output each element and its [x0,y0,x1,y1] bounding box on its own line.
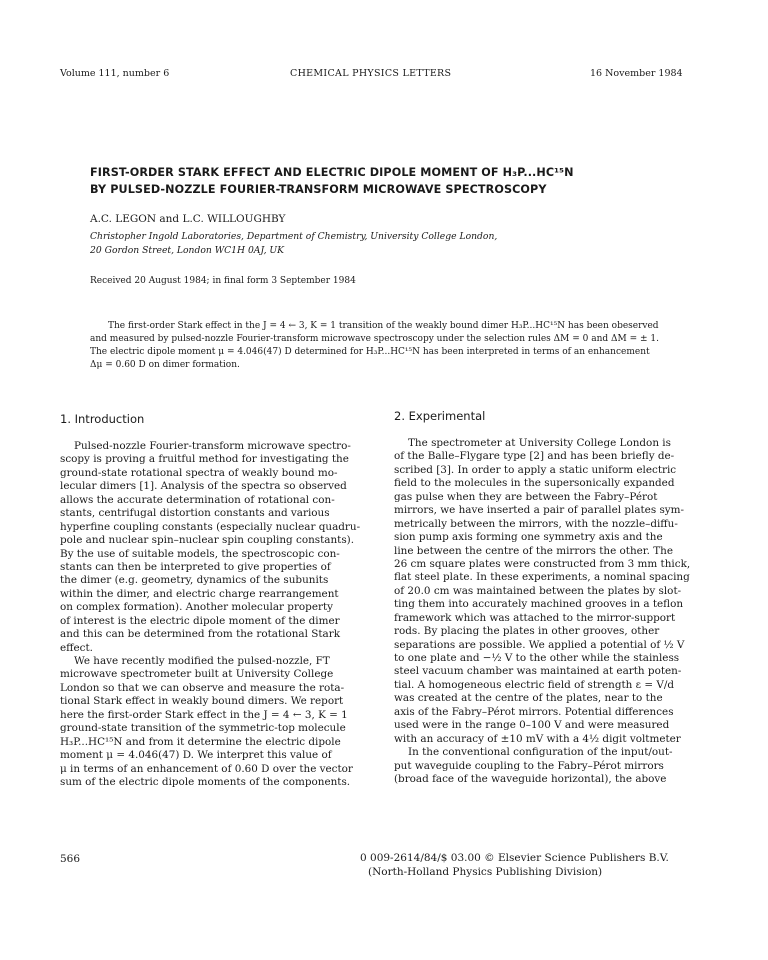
experimental-body [394,437,724,786]
abstract-line: The first-order Stark effect in the J = 4 ← 3, K = 1 transition of the weakly bound dimer H₃P...HC¹⁵N has been obeserved [108,321,659,331]
body-line: line between the centre of the mirrors the other. The [394,544,674,557]
page-number: 566 [60,853,81,865]
body-line: sum of the electric dipole moments of the components. [60,775,351,788]
body-line: (broad face of the waveguide horizontal), the above [394,772,667,785]
body-line: moment μ = 4.046(47) D. We interpret this value of [60,749,332,762]
body-line: sion pump axis forming one symmetry axis and the [394,531,663,544]
abstract-line: and measured by pulsed-nozzle Fourier-transform microwave spectroscopy under the selection rules ΔM = 0 and ΔM = ± 1. [90,334,659,344]
body-line: gas pulse when they are between the Fabry–Pérot [394,490,658,503]
body-line: scopy is proving a fruitful method for investigating the [60,453,349,466]
paper-title-line-1: FIRST-ORDER STARK EFFECT AND ELECTRIC DIPOLE MOMENT OF H₃P...HC¹⁵N [90,166,574,179]
body-line: here the first-order Stark effect in the J = 4 ← 3, K = 1 [60,708,348,721]
abstract-line: Δμ = 0.60 D on dimer formation. [90,360,240,370]
body-line: allows the accurate determination of rotational con- [60,493,335,506]
body-line: ground-state rotational spectra of weakly bound mo- [60,466,338,479]
body-line: hyperfine coupling constants (especially nuclear quadru- [60,520,361,533]
body-line: stants, centrifugal distortion constants and various [60,507,330,520]
section-heading-experimental: 2. Experimental [394,409,486,423]
body-line: Pulsed-nozzle Fourier-transform microwave spectro- [74,440,351,452]
body-line: μ in terms of an enhancement of 0.60 D over the vector [60,762,353,775]
body-line: stants can then be interpreted to give properties of [60,560,331,573]
body-line: flat steel plate. In these experiments, a nominal spacing [394,571,690,584]
publisher-line-2: (North-Holland Physics Publishing Division) [368,866,603,878]
body-line: to one plate and −½ V to the other while the stainless [394,652,680,664]
issue-date: 16 November 1984 [590,68,683,79]
affiliation-line-2: 20 Gordon Street, London WC1H 0AJ, UK [90,245,285,256]
body-line: In the conventional configuration of the input/out- [408,746,673,759]
body-line: and this can be determined from the rotational Stark [60,628,340,641]
body-line: framework which was attached to the mirror-support [394,611,676,624]
body-line: London so that we can observe and measure the rota- [60,681,345,694]
body-line: with an accuracy of ±10 mV with a 4½ digit voltmeter [394,732,681,745]
body-line: microwave spectrometer built at University College [60,668,334,681]
body-line: ting them into accurately machined grooves in a teflon [394,598,684,611]
body-line: of interest is the electric dipole moment of the dimer [60,614,340,627]
body-line: The spectrometer at University College London is [408,437,671,449]
body-line: the dimer (e.g. geometry, dynamics of the subunits [60,574,329,587]
body-line: metrically between the mirrors, with the nozzle–diffu- [394,517,678,530]
body-line: pole and nuclear spin–nuclear spin coupling constants). [60,534,355,547]
body-line: of the Balle–Flygare type [2] and has been briefly de- [394,450,675,463]
publisher-line-1: 0 009-2614/84/$ 03.00 © Elsevier Science Publishers B.V. [360,852,669,864]
received-date: Received 20 August 1984; in final form 3 September 1984 [90,276,356,286]
body-line: H₃P...HC¹⁵N and from it determine the electric dipole [60,735,341,748]
abstract-line: The electric dipole moment μ = 4.046(47) D determined for H₃P...HC¹⁵N has been interpreted in terms of an enhancement [90,347,650,357]
body-line: rods. By placing the plates in other grooves, other [394,625,660,638]
body-line: put waveguide coupling to the Fabry–Pérot mirrors [394,759,664,772]
body-line: By the use of suitable models, the spectroscopic con- [60,547,340,560]
body-line: used were in the range 0–100 V and were measured [394,719,670,732]
body-line: of 20.0 cm was maintained between the plates by slot- [394,584,682,597]
body-line: tial. A homogeneous electric field of strength ε = V/d [394,678,674,691]
body-line: scribed [3]. In order to apply a static uniform electric [394,463,677,476]
body-line: field to the molecules in the supersonically expanded [394,477,675,490]
body-line: lecular dimers [1]. Analysis of the spectra so observed [60,480,347,493]
introduction-body [60,440,390,789]
paper-title-line-2: BY PULSED-NOZZLE FOURIER-TRANSFORM MICROWAVE SPECTROSCOPY [90,183,547,196]
body-line: within the dimer, and electric charge rearrangement [60,587,339,600]
affiliation-line-1: Christopher Ingold Laboratories, Department of Chemistry, University College London, [90,231,498,242]
body-line: ground-state transition of the symmetric-top molecule [60,722,346,735]
body-line: separations are possible. We applied a potential of ½ V [394,638,685,651]
body-line: was created at the centre of the plates, near to the [394,692,663,705]
body-line: 26 cm square plates were constructed from 3 mm thick, [394,557,691,570]
body-line: axis of the Fabry–Pérot mirrors. Potential differences [394,705,674,718]
body-line: mirrors, we have inserted a pair of parallel plates sym- [394,504,685,517]
body-line: effect. [60,641,93,654]
authors: A.C. LEGON and L.C. WILLOUGHBY [90,213,286,225]
section-heading-introduction: 1. Introduction [60,412,145,426]
journal-name: CHEMICAL PHYSICS LETTERS [290,68,452,79]
body-line: steel vacuum chamber was maintained at earth poten- [394,665,682,678]
journal-volume: Volume 111, number 6 [60,68,170,79]
body-line: on complex formation). Another molecular property [60,601,333,614]
body-line: tional Stark effect in weakly bound dimers. We report [60,695,344,708]
body-line: We have recently modified the pulsed-nozzle, FT [74,655,330,667]
